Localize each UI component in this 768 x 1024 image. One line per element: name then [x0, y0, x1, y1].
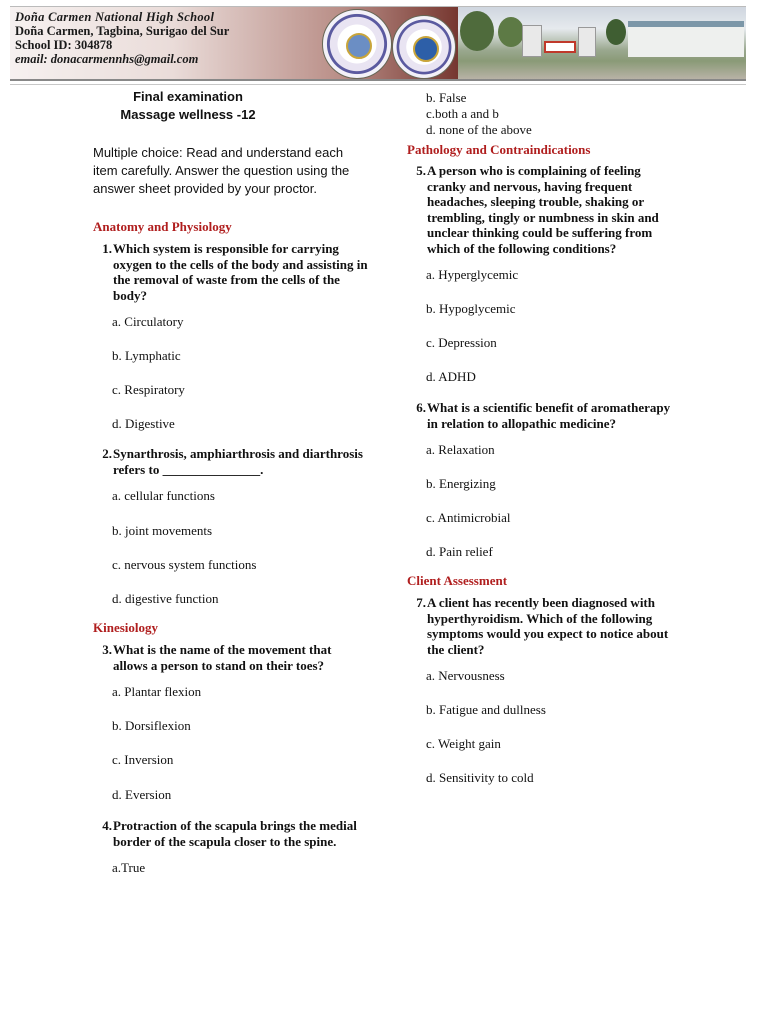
answer-option: c. Respiratory [112, 382, 185, 397]
answer-option: a. Circulatory [112, 314, 184, 329]
question-text: Which system is responsible for carrying oxygen to the cells of the body and assisting in the removal of waste from the cells of the body? [113, 241, 368, 303]
answer-option: c.both a and b [426, 106, 499, 121]
question-2 [93, 446, 368, 477]
answer-option: d. Sensitivity to cold [426, 770, 534, 785]
answer-option: a. Plantar flexion [112, 684, 202, 699]
answer-option: b. Lymphatic [112, 348, 181, 363]
section-kinesiology-heading: Kinesiology [93, 620, 159, 635]
answer-option: a.True [112, 860, 146, 875]
school-seal-icon [322, 9, 392, 79]
answer-option: a. Nervousness [426, 668, 505, 683]
school-campus-photo [458, 7, 746, 79]
left-column [93, 88, 368, 876]
answer-option: b. joint movements [112, 523, 213, 538]
answer-option: c. Weight gain [426, 736, 501, 751]
answer-option: c. Depression [426, 335, 497, 350]
question-7 [407, 595, 682, 657]
school-address: Doña Carmen, Tagbina, Surigao del Sur [15, 24, 230, 38]
answer-option: a. cellular functions [112, 488, 215, 503]
exam-instructions: Multiple choice: Read and understand each item carefully. Answer the question using the answer sheet provided by your proctor. [93, 145, 350, 196]
section-anatomy-heading: Anatomy and Physiology [93, 219, 232, 234]
question-number: 2. [102, 446, 112, 461]
question-4 [93, 818, 368, 849]
answer-option: a. Relaxation [426, 442, 495, 457]
question-3 [93, 642, 368, 673]
school-email: email: donacarmennhs@gmail.com [15, 52, 199, 66]
question-number: 5. [416, 163, 426, 178]
question-text: A client has recently been diagnosed with hyperthyroidism. Which of the following symptoms would you expect to notice about the client? [427, 595, 669, 657]
question-text: A person who is complaining of feeling cranky and nervous, having frequent headaches, sleeping trouble, shaking or trembling, tingly or numbness in skin and unclear thinking could be suffering from which of the following conditions? [427, 163, 659, 256]
question-text: Synarthrosis, amphiarthrosis and diarthrosis refers to _______________. [113, 446, 363, 477]
question-text: What is a scientific benefit of aromatherapy in relation to allopathic medicine? [427, 400, 671, 431]
answer-option: d. ADHD [426, 369, 476, 384]
question-6 [407, 400, 682, 431]
question-number: 4. [102, 818, 112, 833]
question-number: 6. [416, 400, 426, 415]
question-number: 7. [416, 595, 426, 610]
question-text: Protraction of the scapula brings the medial border of the scapula closer to the spine. [113, 818, 357, 849]
question-1 [93, 241, 368, 303]
answer-option: c. nervous system functions [112, 557, 257, 572]
answer-option: b. Hypoglycemic [426, 301, 516, 316]
question-number: 3. [102, 642, 112, 657]
answer-option: b. Dorsiflexion [112, 718, 191, 733]
deped-seal-icon [392, 15, 456, 79]
school-id: School ID: 304878 [15, 38, 113, 52]
answer-option: c. Inversion [112, 752, 174, 767]
answer-option: d. Eversion [112, 787, 172, 802]
answer-option: d. none of the above [426, 122, 532, 137]
school-header-banner [10, 6, 746, 81]
question-number: 1. [102, 241, 112, 256]
answer-option: d. Pain relief [426, 544, 493, 559]
question-5 [407, 163, 682, 256]
exam-subject: Massage wellness -12 [120, 107, 256, 122]
answer-option: b. Fatigue and dullness [426, 702, 546, 717]
school-name: Doña Carmen National High School [15, 10, 215, 24]
answer-option: a. Hyperglycemic [426, 267, 519, 282]
answer-option: c. Antimicrobial [426, 510, 511, 525]
answer-option: d. Digestive [112, 416, 175, 431]
section-client-heading: Client Assessment [407, 573, 508, 588]
answer-option: b. Energizing [426, 476, 496, 491]
question-text: What is the name of the movement that allows a person to stand on their toes? [113, 642, 332, 673]
answer-option: d. digestive function [112, 591, 219, 606]
school-info [15, 10, 229, 66]
exam-title: Final examination [133, 89, 243, 104]
right-column [407, 90, 682, 786]
header-divider [10, 84, 746, 85]
section-pathology-heading: Pathology and Contraindications [407, 142, 591, 157]
answer-option: b. False [426, 90, 467, 105]
